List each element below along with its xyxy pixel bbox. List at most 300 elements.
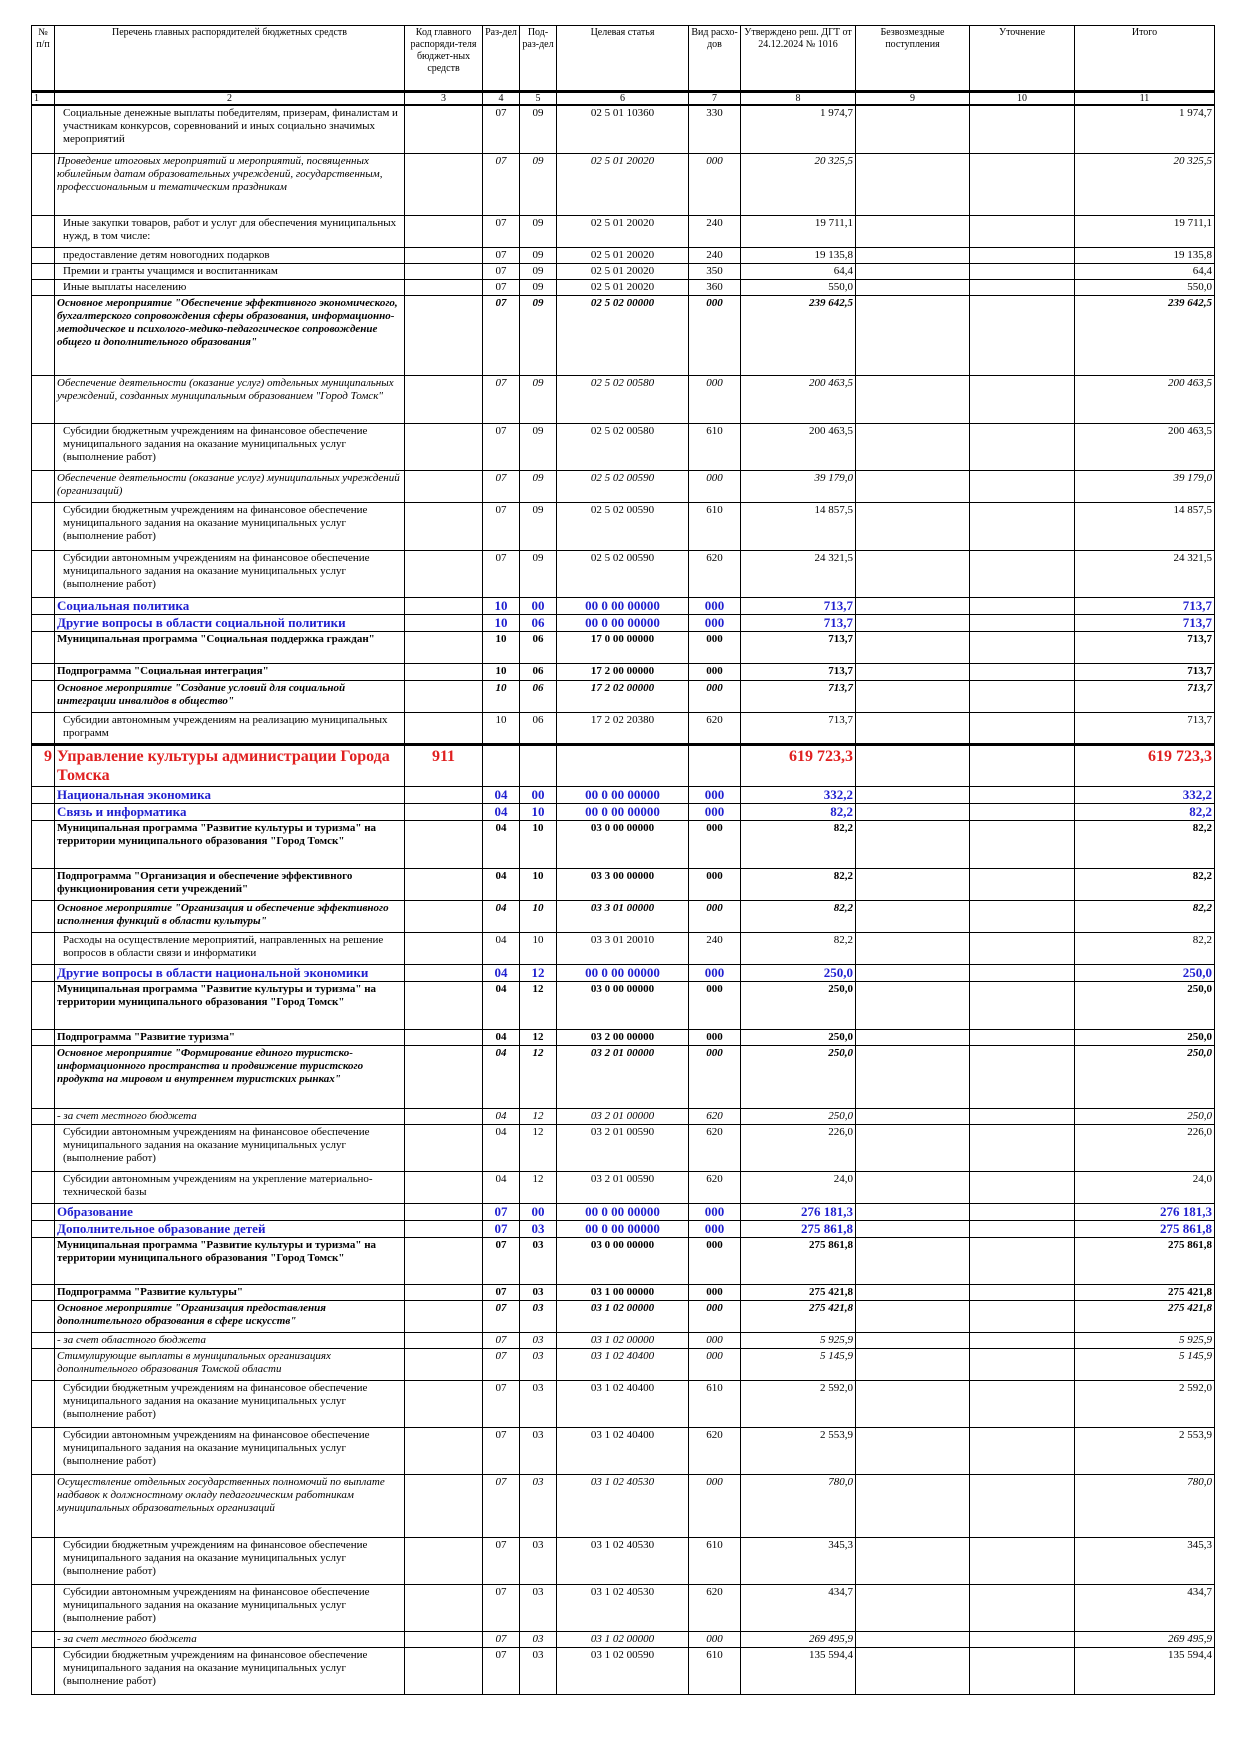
target-article: 03 1 02 40400: [557, 1348, 689, 1380]
approved-amount: 275 861,8: [741, 1220, 856, 1237]
grant-amount: [856, 680, 970, 712]
section-row: [32, 786, 1215, 803]
row-number: [32, 375, 55, 423]
grant-amount: [856, 279, 970, 295]
target-article: 03 1 02 40530: [557, 1584, 689, 1631]
row-number: [32, 215, 55, 247]
expense-type: 000: [689, 1029, 741, 1045]
refinement-amount: [970, 247, 1075, 263]
row-number: [32, 1537, 55, 1584]
target-article: 00 0 00 00000: [557, 803, 689, 820]
manager-row: [32, 744, 1215, 786]
manager-code: [405, 786, 483, 803]
target-article: 02 5 02 00580: [557, 375, 689, 423]
refinement-amount: [970, 1647, 1075, 1694]
section-code: 04: [483, 820, 520, 868]
subsection-code: 03: [520, 1237, 557, 1284]
table-row: [32, 215, 1215, 247]
item-name: Субсидии бюджетным учреждениям на финансовое обеспечение муниципального задания на оказание муниципальных услуг (выполнение работ): [55, 1380, 405, 1427]
approved-amount: 20 325,5: [741, 153, 856, 215]
table-row: [32, 1237, 1215, 1284]
section-row: [32, 1203, 1215, 1220]
item-name: Основное мероприятие "Обеспечение эффективного экономического, бухгалтерского сопровождения сферы образования, информационно-методическое и психолого-медико-педагогическое сопровождение общего и дополнительного образования": [55, 295, 405, 375]
expense-type: 000: [689, 375, 741, 423]
expense-type: 620: [689, 550, 741, 597]
row-number: [32, 680, 55, 712]
subsection-code: 03: [520, 1474, 557, 1537]
row-number: [32, 470, 55, 502]
manager-code: [405, 550, 483, 597]
section-code: 07: [483, 1584, 520, 1631]
refinement-amount: [970, 295, 1075, 375]
item-name: Иные закупки товаров, работ и услуг для обеспечения муниципальных нужд, в том числе:: [55, 215, 405, 247]
header-cell-total: Итого: [1075, 26, 1215, 92]
section-code: 07: [483, 550, 520, 597]
total-amount: 39 179,0: [1075, 470, 1215, 502]
target-article: 00 0 00 00000: [557, 1203, 689, 1220]
section-row: [32, 964, 1215, 981]
total-amount: 200 463,5: [1075, 423, 1215, 470]
column-number: 1: [32, 92, 55, 106]
refinement-amount: [970, 803, 1075, 820]
grant-amount: [856, 712, 970, 744]
refinement-amount: [970, 1029, 1075, 1045]
section-code: 07: [483, 1220, 520, 1237]
refinement-amount: [970, 1284, 1075, 1300]
item-name: Обеспечение деятельности (оказание услуг) отдельных муниципальных учреждений, созданных муниципальным образованием "Город Томск": [55, 375, 405, 423]
grant-amount: [856, 1284, 970, 1300]
section-code: 10: [483, 712, 520, 744]
total-amount: 20 325,5: [1075, 153, 1215, 215]
table-row: [32, 981, 1215, 1029]
expense-type: 610: [689, 1380, 741, 1427]
item-name: Субсидии бюджетным учреждениям на финансовое обеспечение муниципального задания на оказание муниципальных услуг (выполнение работ): [55, 423, 405, 470]
section-code: 07: [483, 1348, 520, 1380]
refinement-amount: [970, 663, 1075, 680]
manager-code: [405, 375, 483, 423]
grant-amount: [856, 1237, 970, 1284]
refinement-amount: [970, 1427, 1075, 1474]
total-amount: 275 861,8: [1075, 1220, 1215, 1237]
manager-code: [405, 1203, 483, 1220]
section-code: 07: [483, 375, 520, 423]
section-row: [32, 1220, 1215, 1237]
target-article: 17 2 02 00000: [557, 680, 689, 712]
item-name: Основное мероприятие "Организация предоставления дополнительного образования в сфере искусств": [55, 1300, 405, 1332]
grant-amount: [856, 295, 970, 375]
total-amount: 64,4: [1075, 263, 1215, 279]
total-amount: 82,2: [1075, 932, 1215, 964]
row-number: [32, 1203, 55, 1220]
subsection-code: 12: [520, 964, 557, 981]
grant-amount: [856, 1220, 970, 1237]
item-name: Подпрограмма "Развитие культуры": [55, 1284, 405, 1300]
row-number: [32, 900, 55, 932]
refinement-amount: [970, 597, 1075, 614]
refinement-amount: [970, 470, 1075, 502]
row-number: [32, 1045, 55, 1108]
approved-amount: 14 857,5: [741, 502, 856, 550]
expense-type: 000: [689, 153, 741, 215]
target-article: 02 5 01 20020: [557, 279, 689, 295]
table-row: [32, 1171, 1215, 1203]
table-row: [32, 279, 1215, 295]
manager-code: [405, 900, 483, 932]
table-row: [32, 502, 1215, 550]
total-amount: 82,2: [1075, 820, 1215, 868]
table-row: [32, 1029, 1215, 1045]
target-article: 17 2 00 00000: [557, 663, 689, 680]
refinement-amount: [970, 423, 1075, 470]
grant-amount: [856, 597, 970, 614]
manager-code: [405, 1427, 483, 1474]
item-name: Муниципальная программа "Социальная поддержка граждан": [55, 631, 405, 663]
subsection-code: 09: [520, 105, 557, 153]
manager-code: [405, 215, 483, 247]
item-name: Субсидии автономным учреждениям на финансовое обеспечение муниципального задания на оказание муниципальных услуг (выполнение работ): [55, 1584, 405, 1631]
approved-amount: 619 723,3: [741, 744, 856, 786]
row-number: [32, 423, 55, 470]
expense-type: 350: [689, 263, 741, 279]
section-code: 07: [483, 1631, 520, 1647]
table-row: [32, 470, 1215, 502]
section-code: 07: [483, 1380, 520, 1427]
row-number: [32, 1124, 55, 1171]
expense-type: 000: [689, 1045, 741, 1108]
section-code: 07: [483, 295, 520, 375]
total-amount: 332,2: [1075, 786, 1215, 803]
row-number: [32, 295, 55, 375]
approved-amount: 200 463,5: [741, 423, 856, 470]
item-name: Подпрограмма "Социальная интеграция": [55, 663, 405, 680]
manager-code: [405, 631, 483, 663]
subsection-code: 09: [520, 375, 557, 423]
table-row: [32, 105, 1215, 153]
grant-amount: [856, 263, 970, 279]
expense-type: 000: [689, 663, 741, 680]
expense-type: 000: [689, 803, 741, 820]
approved-amount: 275 861,8: [741, 1237, 856, 1284]
total-amount: 276 181,3: [1075, 1203, 1215, 1220]
header-cell-section: Раз-дел: [483, 26, 520, 92]
expense-type: 620: [689, 712, 741, 744]
refinement-amount: [970, 550, 1075, 597]
target-article: 02 5 01 20020: [557, 153, 689, 215]
section-code: 07: [483, 502, 520, 550]
budget-table: [31, 25, 1215, 1695]
refinement-amount: [970, 1237, 1075, 1284]
approved-amount: 275 421,8: [741, 1284, 856, 1300]
target-article: 02 5 02 00590: [557, 502, 689, 550]
target-article: 02 5 01 20020: [557, 215, 689, 247]
table-row: [32, 1474, 1215, 1537]
expense-type: 610: [689, 423, 741, 470]
manager-code: [405, 1237, 483, 1284]
subsection-code: 09: [520, 263, 557, 279]
section-row: [32, 614, 1215, 631]
subsection-code: 00: [520, 597, 557, 614]
expense-type: 240: [689, 932, 741, 964]
row-number: [32, 1300, 55, 1332]
expense-type: 000: [689, 1237, 741, 1284]
approved-amount: 1 974,7: [741, 105, 856, 153]
total-amount: 250,0: [1075, 964, 1215, 981]
item-name: предоставление детям новогодних подарков: [55, 247, 405, 263]
section-code: [483, 744, 520, 786]
subsection-code: [520, 744, 557, 786]
refinement-amount: [970, 1348, 1075, 1380]
total-amount: 269 495,9: [1075, 1631, 1215, 1647]
expense-type: 620: [689, 1171, 741, 1203]
manager-code: [405, 1108, 483, 1124]
total-amount: 713,7: [1075, 712, 1215, 744]
subsection-code: 12: [520, 981, 557, 1029]
grant-amount: [856, 1427, 970, 1474]
manager-code: [405, 1474, 483, 1537]
refinement-amount: [970, 1537, 1075, 1584]
manager-code: [405, 263, 483, 279]
subsection-code: 03: [520, 1332, 557, 1348]
table-row: [32, 1284, 1215, 1300]
item-name: Основное мероприятие "Формирование единого туристско-информационного пространства и продвижение туристского продукта на мировом и внутреннем туристских рынках": [55, 1045, 405, 1108]
approved-amount: 82,2: [741, 932, 856, 964]
header-cell-name: Перечень главных распорядителей бюджетных средств: [55, 26, 405, 92]
manager-code: [405, 712, 483, 744]
manager-code: [405, 105, 483, 153]
section-code: 10: [483, 597, 520, 614]
target-article: 03 1 00 00000: [557, 1284, 689, 1300]
section-code: 04: [483, 1124, 520, 1171]
expense-type: 000: [689, 1631, 741, 1647]
item-name: Субсидии бюджетным учреждениям на финансовое обеспечение муниципального задания на оказание муниципальных услуг (выполнение работ): [55, 1537, 405, 1584]
manager-code: [405, 1029, 483, 1045]
refinement-amount: [970, 1124, 1075, 1171]
row-number: [32, 1380, 55, 1427]
refinement-amount: [970, 502, 1075, 550]
total-amount: 713,7: [1075, 631, 1215, 663]
column-number: 8: [741, 92, 856, 106]
total-amount: 619 723,3: [1075, 744, 1215, 786]
approved-amount: 434,7: [741, 1584, 856, 1631]
column-number: 11: [1075, 92, 1215, 106]
manager-code: [405, 502, 483, 550]
expense-type: 000: [689, 1220, 741, 1237]
row-number: [32, 868, 55, 900]
section-code: 07: [483, 1647, 520, 1694]
grant-amount: [856, 247, 970, 263]
grant-amount: [856, 502, 970, 550]
table-row: [32, 820, 1215, 868]
total-amount: 250,0: [1075, 1108, 1215, 1124]
grant-amount: [856, 744, 970, 786]
refinement-amount: [970, 820, 1075, 868]
target-article: 03 0 00 00000: [557, 981, 689, 1029]
section-code: 07: [483, 263, 520, 279]
row-number: [32, 932, 55, 964]
item-name: Другие вопросы в области национальной экономики: [55, 964, 405, 981]
approved-amount: 713,7: [741, 712, 856, 744]
header-cell-expense-type: Вид расхо-дов: [689, 26, 741, 92]
table-row: [32, 263, 1215, 279]
refinement-amount: [970, 1631, 1075, 1647]
table-row: [32, 1631, 1215, 1647]
section-code: 04: [483, 786, 520, 803]
row-number: [32, 550, 55, 597]
header-cell-target-article: Целевая статья: [557, 26, 689, 92]
grant-amount: [856, 1108, 970, 1124]
subsection-code: 06: [520, 680, 557, 712]
row-number: [32, 1237, 55, 1284]
subsection-code: 03: [520, 1427, 557, 1474]
subsection-code: 03: [520, 1284, 557, 1300]
table-row: [32, 1537, 1215, 1584]
total-amount: 200 463,5: [1075, 375, 1215, 423]
item-name: Обеспечение деятельности (оказание услуг) муниципальных учреждений (организаций): [55, 470, 405, 502]
table-row: [32, 1045, 1215, 1108]
manager-code: [405, 1631, 483, 1647]
target-article: 00 0 00 00000: [557, 597, 689, 614]
header-cell-subsection: Под-раз-дел: [520, 26, 557, 92]
subsection-code: 09: [520, 550, 557, 597]
target-article: 00 0 00 00000: [557, 1220, 689, 1237]
approved-amount: 250,0: [741, 1045, 856, 1108]
table-row: [32, 1647, 1215, 1694]
row-number: [32, 502, 55, 550]
target-article: 02 5 01 20020: [557, 263, 689, 279]
total-amount: 713,7: [1075, 597, 1215, 614]
item-name: Дополнительное образование детей: [55, 1220, 405, 1237]
section-code: 04: [483, 964, 520, 981]
subsection-code: 10: [520, 820, 557, 868]
subsection-code: 09: [520, 295, 557, 375]
subsection-code: 06: [520, 712, 557, 744]
column-number: 10: [970, 92, 1075, 106]
approved-amount: 24 321,5: [741, 550, 856, 597]
refinement-amount: [970, 680, 1075, 712]
expense-type: 000: [689, 631, 741, 663]
expense-type: 000: [689, 597, 741, 614]
item-name: Субсидии автономным учреждениям на реализацию муниципальных программ: [55, 712, 405, 744]
item-name: Управление культуры администрации Города Томска: [55, 744, 405, 786]
item-name: Субсидии автономным учреждениям на финансовое обеспечение муниципального задания на оказание муниципальных услуг (выполнение работ): [55, 1427, 405, 1474]
approved-amount: 345,3: [741, 1537, 856, 1584]
total-amount: 135 594,4: [1075, 1647, 1215, 1694]
section-row: [32, 597, 1215, 614]
item-name: Муниципальная программа "Развитие культуры и туризма" на территории муниципального образования "Город Томск": [55, 981, 405, 1029]
expense-type: 360: [689, 279, 741, 295]
subsection-code: 09: [520, 247, 557, 263]
item-name: Стимулирующие выплаты в муниципальных организациях дополнительного образования Томской области: [55, 1348, 405, 1380]
section-code: 07: [483, 470, 520, 502]
subsection-code: 03: [520, 1631, 557, 1647]
table-row: [32, 1427, 1215, 1474]
total-amount: 2 592,0: [1075, 1380, 1215, 1427]
row-number: [32, 631, 55, 663]
expense-type: 620: [689, 1427, 741, 1474]
manager-code: [405, 803, 483, 820]
table-row: [32, 900, 1215, 932]
manager-code: [405, 153, 483, 215]
approved-amount: 24,0: [741, 1171, 856, 1203]
section-code: 10: [483, 614, 520, 631]
table-row: [32, 423, 1215, 470]
manager-code: 911: [405, 744, 483, 786]
approved-amount: 250,0: [741, 1108, 856, 1124]
manager-code: [405, 614, 483, 631]
grant-amount: [856, 1171, 970, 1203]
row-number: [32, 1348, 55, 1380]
grant-amount: [856, 375, 970, 423]
item-name: Основное мероприятие "Создание условий для социальной интеграции инвалидов в общество": [55, 680, 405, 712]
manager-code: [405, 247, 483, 263]
total-amount: 345,3: [1075, 1537, 1215, 1584]
subsection-code: 09: [520, 279, 557, 295]
target-article: 03 1 02 00590: [557, 1647, 689, 1694]
approved-amount: 550,0: [741, 279, 856, 295]
total-amount: 713,7: [1075, 680, 1215, 712]
grant-amount: [856, 900, 970, 932]
total-amount: 2 553,9: [1075, 1427, 1215, 1474]
manager-code: [405, 868, 483, 900]
table-row: [32, 663, 1215, 680]
column-number: 2: [55, 92, 405, 106]
target-article: 00 0 00 00000: [557, 614, 689, 631]
section-code: 04: [483, 1045, 520, 1108]
table-row: [32, 1300, 1215, 1332]
grant-amount: [856, 803, 970, 820]
total-amount: 550,0: [1075, 279, 1215, 295]
section-code: 04: [483, 1029, 520, 1045]
total-amount: 275 421,8: [1075, 1300, 1215, 1332]
target-article: 00 0 00 00000: [557, 786, 689, 803]
item-name: Национальная экономика: [55, 786, 405, 803]
grant-amount: [856, 1474, 970, 1537]
table-row: [32, 1348, 1215, 1380]
row-number: [32, 820, 55, 868]
item-name: Субсидии бюджетным учреждениям на финансовое обеспечение муниципального задания на оказание муниципальных услуг (выполнение работ): [55, 1647, 405, 1694]
refinement-amount: [970, 712, 1075, 744]
subsection-code: 09: [520, 502, 557, 550]
row-number: [32, 964, 55, 981]
grant-amount: [856, 1380, 970, 1427]
refinement-amount: [970, 263, 1075, 279]
expense-type: 000: [689, 1284, 741, 1300]
target-article: 02 5 02 00590: [557, 550, 689, 597]
row-number: [32, 1220, 55, 1237]
refinement-amount: [970, 279, 1075, 295]
expense-type: 000: [689, 868, 741, 900]
manager-code: [405, 597, 483, 614]
refinement-amount: [970, 964, 1075, 981]
subsection-code: 03: [520, 1220, 557, 1237]
approved-amount: 250,0: [741, 964, 856, 981]
total-amount: 780,0: [1075, 1474, 1215, 1537]
approved-amount: 250,0: [741, 981, 856, 1029]
expense-type: 000: [689, 981, 741, 1029]
column-number: 9: [856, 92, 970, 106]
refinement-amount: [970, 981, 1075, 1029]
grant-amount: [856, 932, 970, 964]
expense-type: 000: [689, 964, 741, 981]
section-code: 10: [483, 680, 520, 712]
expense-type: 000: [689, 470, 741, 502]
table-row: [32, 247, 1215, 263]
item-name: Связь и информатика: [55, 803, 405, 820]
manager-code: [405, 964, 483, 981]
grant-amount: [856, 663, 970, 680]
subsection-code: 09: [520, 153, 557, 215]
approved-amount: 82,2: [741, 803, 856, 820]
